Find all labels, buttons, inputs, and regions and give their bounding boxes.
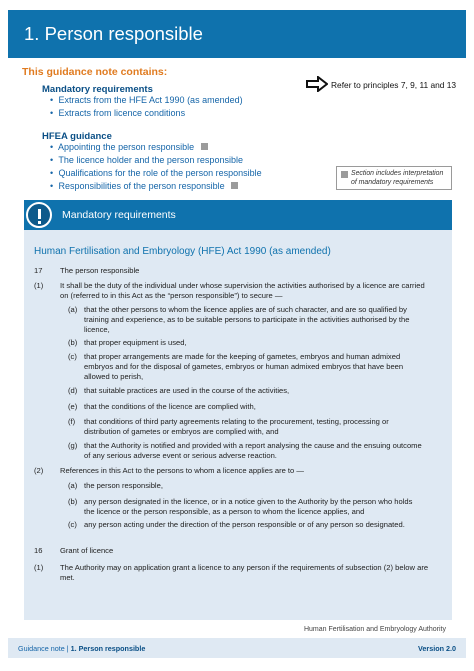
page-footer (8, 638, 466, 658)
paragraph-letter: (g) (68, 441, 78, 450)
section-number: 17 (34, 266, 43, 275)
section-number: 16 (34, 546, 43, 555)
paragraph-text: that proper equipment is used, (84, 338, 187, 347)
footer-version: Version 2.0 (418, 644, 456, 653)
link-label: The licence holder and the person responsible (58, 155, 243, 165)
subsection-text: The Authority may on application grant a licence to any person if the requirements of subsection (2) below are met. (60, 563, 429, 582)
subsection-number: (2) (34, 466, 44, 475)
link-label: Extracts from the HFE Act 1990 (as amended) (58, 95, 243, 105)
paragraph-text: any person designated in the licence, or in a notice given to the Authority by the person who holds the licence or the person responsible, as a person to whom the licence applies, and (84, 497, 413, 516)
footer-note-title: 1. Person responsible (70, 644, 146, 653)
arrow-right-icon (306, 76, 328, 92)
principles-reference-text: Refer to principles 7, 9, 11 and 13 (331, 80, 457, 90)
interpretation-marker-icon (201, 143, 208, 150)
bullet: • (50, 95, 54, 105)
mandatory-link-act[interactable] (50, 95, 243, 105)
interpretation-legend-line1: Section includes interpretation (351, 170, 444, 177)
page-title: 1. Person responsible (24, 23, 203, 44)
subsection-number: (1) (34, 563, 44, 572)
footer-note-label: Guidance note | (18, 644, 69, 653)
subsection-text: References in this Act to the persons to whom a licence applies are to — (60, 466, 304, 475)
paragraph-letter: (f) (68, 417, 76, 426)
section-title: Grant of licence (60, 546, 114, 555)
paragraph-letter: (e) (68, 402, 78, 411)
paragraph-text: any person acting under the direction of the person responsible or of any person so designated. (84, 520, 405, 529)
link-label: Extracts from licence conditions (58, 108, 186, 118)
paragraph-letter: (c) (68, 520, 77, 529)
paragraph-text: the person responsible, (84, 481, 163, 490)
mandatory-link-licence-conditions[interactable] (50, 108, 185, 118)
interpretation-marker-icon (231, 182, 238, 189)
paragraph-letter: (b) (68, 338, 78, 347)
guidance-section-title: HFEA guidance (42, 131, 112, 142)
paragraph-text: that the Authority is notified and provided with a report analysing the cause and the ensuing outcome of any serious adverse event or serious adverse reaction. (84, 441, 422, 460)
panel-header (24, 200, 452, 230)
panel-title: Mandatory requirements (62, 209, 176, 221)
contains-label: This guidance note contains: (22, 66, 168, 78)
paragraph-text: that suitable practices are used in the course of the activities, (84, 386, 290, 395)
bullet: • (50, 168, 54, 178)
paragraph-text: that the conditions of the licence are complied with, (84, 402, 256, 411)
footer-guidance-note (18, 644, 145, 653)
bullet: • (50, 181, 54, 191)
footer-authority: Human Fertilisation and Embryology Authority (303, 626, 446, 633)
paragraph-letter: (d) (68, 386, 78, 395)
paragraph-text: that the other persons to whom the licence applies are of such character, and are so qualified by training and experience, as to be suitable persons to participate in the activities authorised by the licence, (84, 305, 410, 334)
paragraph-letter: (a) (68, 305, 78, 314)
bullet: • (50, 142, 54, 152)
guidance-link-appointing[interactable] (50, 142, 208, 152)
interpretation-legend-line2: of mandatory requirements (351, 179, 434, 186)
subsection-number: (1) (34, 281, 44, 290)
bullet: • (50, 108, 54, 118)
link-label: Responsibilities of the person responsible (58, 181, 225, 191)
paragraph-letter: (c) (68, 352, 77, 361)
paragraph-letter: (a) (68, 481, 78, 490)
guidance-link-licence-holder[interactable] (50, 155, 243, 165)
exclamation-icon (26, 202, 52, 228)
interpretation-marker-icon (341, 171, 348, 178)
guidance-link-responsibilities[interactable] (50, 181, 238, 191)
section-title: The person responsible (60, 266, 140, 275)
link-label: Qualifications for the role of the person responsible (58, 168, 262, 178)
page-header (8, 10, 466, 58)
mandatory-section-title: Mandatory requirements (42, 84, 153, 95)
link-label: Appointing the person responsible (58, 142, 195, 152)
interpretation-legend (336, 166, 452, 190)
paragraph-text: that conditions of third party agreements relating to the procurement, testing, processing or distribution of gametes or embryos are complied with, and (84, 417, 389, 436)
subsection-text: It shall be the duty of the individual under whose supervision the activities authorised by a licence are carried on (referred to in this Act as the “person responsible”) to secure — (60, 281, 425, 300)
act-title: Human Fertilisation and Embryology (HFE) Act 1990 (as amended) (34, 246, 331, 257)
paragraph-text: that proper arrangements are made for the keeping of gametes, embryos and human admixed embryos and for the disposal of gametes, embryos or human admixed embryos that have been allowed to perish, (84, 352, 404, 381)
guidance-link-qualifications[interactable] (50, 168, 262, 178)
paragraph-letter: (b) (68, 497, 78, 506)
bullet: • (50, 155, 54, 165)
